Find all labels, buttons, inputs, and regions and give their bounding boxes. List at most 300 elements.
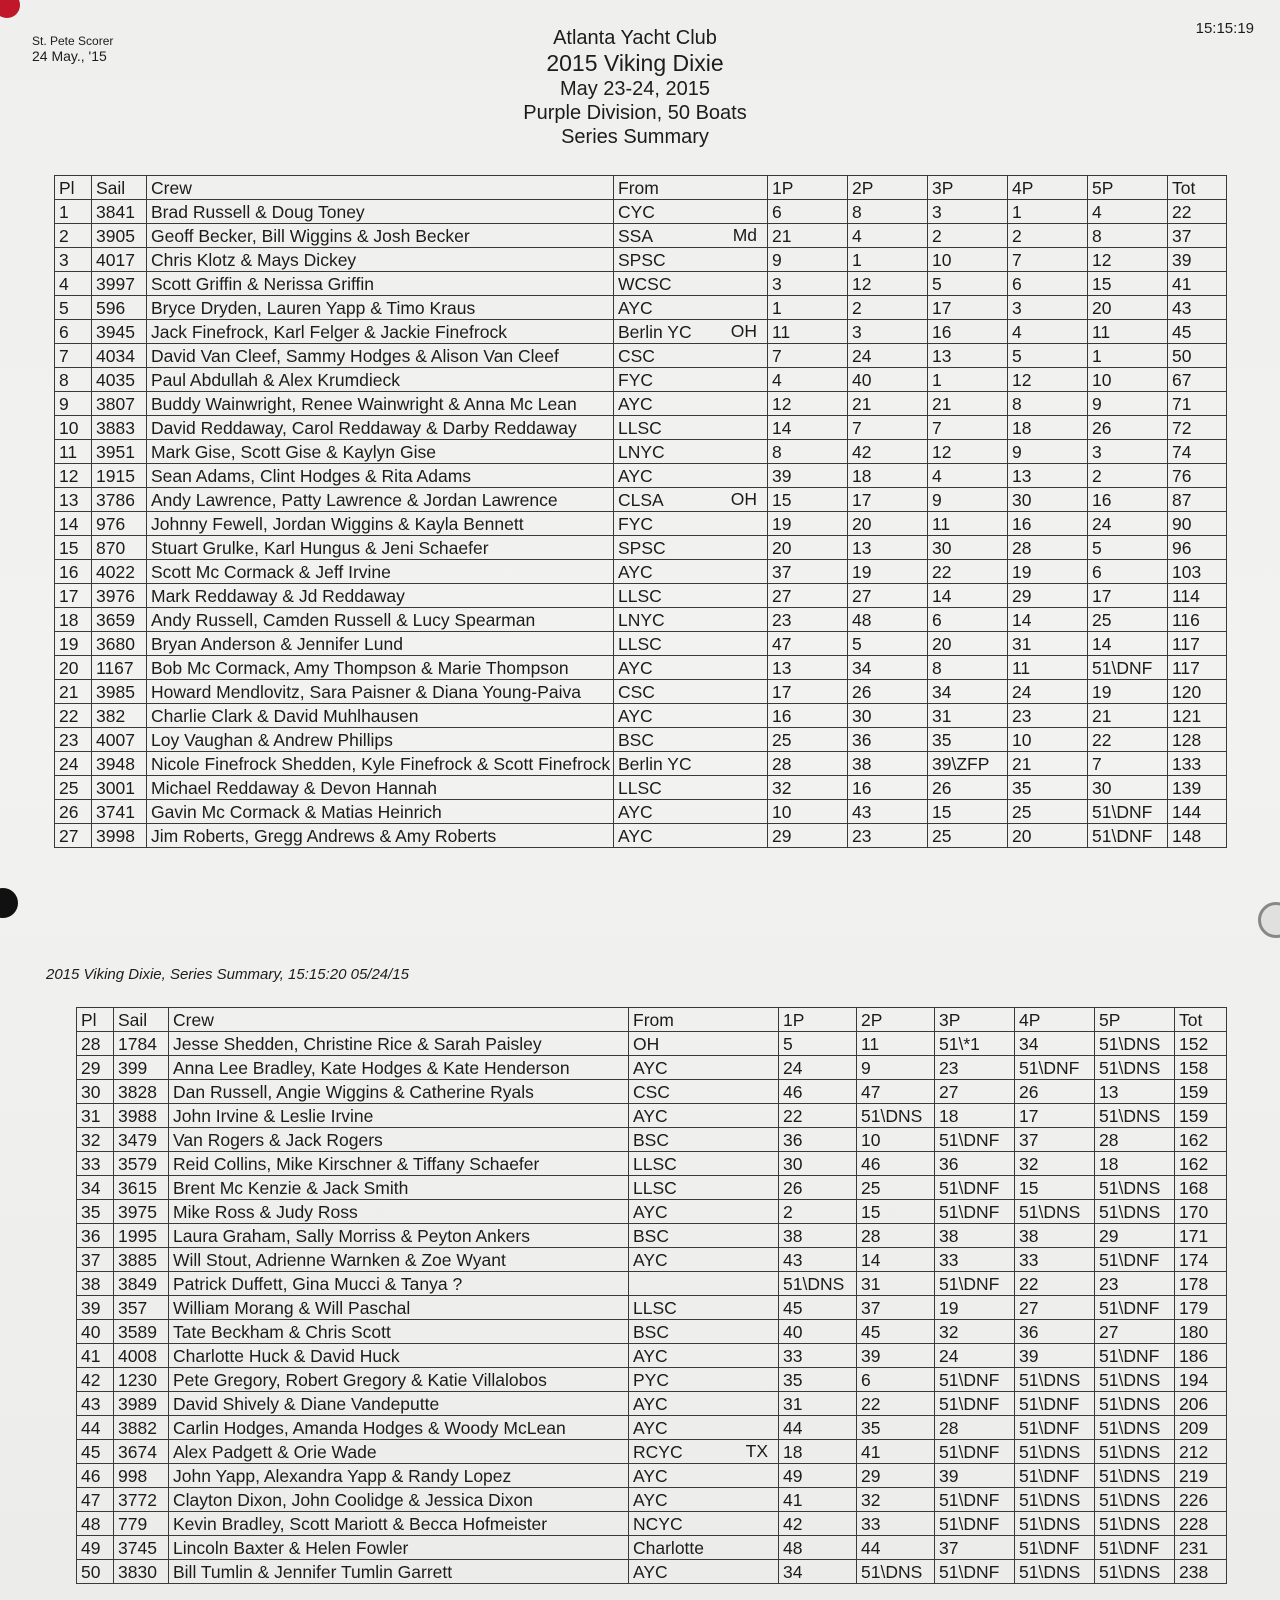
race2-cell: 51\DNS bbox=[857, 1560, 935, 1584]
race3-cell: 22 bbox=[928, 560, 1008, 584]
from-club: AYC bbox=[633, 1393, 668, 1414]
table-row bbox=[55, 368, 1227, 392]
sail-cell: 976 bbox=[92, 512, 147, 536]
from-club: PYC bbox=[633, 1369, 669, 1390]
race3-cell: 4 bbox=[928, 464, 1008, 488]
sail-cell: 3772 bbox=[114, 1488, 169, 1512]
from-cell bbox=[629, 1368, 779, 1392]
race4-cell: 51\DNS bbox=[1015, 1368, 1095, 1392]
race1-cell: 37 bbox=[768, 560, 848, 584]
race1-cell: 51\DNS bbox=[779, 1272, 857, 1296]
division-label: Purple Division, 50 Boats bbox=[523, 102, 747, 124]
place-cell: 42 bbox=[77, 1368, 114, 1392]
race1-cell: 45 bbox=[779, 1296, 857, 1320]
race1-cell: 9 bbox=[768, 248, 848, 272]
race4-cell: 51\DNS bbox=[1015, 1560, 1095, 1584]
place-cell: 28 bbox=[77, 1032, 114, 1056]
race5-cell: 51\DNS bbox=[1095, 1176, 1175, 1200]
crew-cell: Nicole Finefrock Shedden, Kyle Finefrock & Scott Finefrock bbox=[147, 752, 614, 776]
sail-cell: 3885 bbox=[114, 1248, 169, 1272]
crew-cell: Jesse Shedden, Christine Rice & Sarah Paisley bbox=[169, 1032, 629, 1056]
race1-cell: 2 bbox=[779, 1200, 857, 1224]
crew-cell: Paul Abdullah & Alex Krumdieck bbox=[147, 368, 614, 392]
place-cell: 31 bbox=[77, 1104, 114, 1128]
race3-cell: 33 bbox=[935, 1248, 1015, 1272]
place-cell: 5 bbox=[55, 296, 92, 320]
race2-cell: 2 bbox=[848, 296, 928, 320]
sail-cell: 998 bbox=[114, 1464, 169, 1488]
from-cell bbox=[614, 200, 768, 224]
from-cell bbox=[614, 656, 768, 680]
race5-cell: 51\DNS bbox=[1095, 1032, 1175, 1056]
table-row bbox=[77, 1344, 1227, 1368]
race1-cell: 17 bbox=[768, 680, 848, 704]
race5-cell: 51\DNS bbox=[1095, 1440, 1175, 1464]
crew-cell: David Reddaway, Carol Reddaway & Darby Reddaway bbox=[147, 416, 614, 440]
table-row bbox=[55, 200, 1227, 224]
race1-cell: 11 bbox=[768, 320, 848, 344]
total-cell: 206 bbox=[1175, 1392, 1227, 1416]
from-club: SPSC bbox=[618, 537, 666, 558]
place-cell: 43 bbox=[77, 1392, 114, 1416]
race3-cell: 28 bbox=[935, 1416, 1015, 1440]
race5-cell: 19 bbox=[1088, 680, 1168, 704]
crew-cell: Kevin Bradley, Scott Mariott & Becca Hofmeister bbox=[169, 1512, 629, 1536]
race1-cell: 35 bbox=[779, 1368, 857, 1392]
from-cell bbox=[614, 704, 768, 728]
table-row bbox=[77, 1392, 1227, 1416]
crew-cell: William Morang & Will Paschal bbox=[169, 1296, 629, 1320]
from-state: OH bbox=[730, 321, 757, 341]
total-cell: 114 bbox=[1168, 584, 1227, 608]
race5-cell: 51\DNS bbox=[1095, 1560, 1175, 1584]
sail-cell: 3828 bbox=[114, 1080, 169, 1104]
race2-cell: 9 bbox=[857, 1056, 935, 1080]
from-cell bbox=[614, 296, 768, 320]
total-cell: 139 bbox=[1168, 776, 1227, 800]
race3-cell: 39\ZFP bbox=[928, 752, 1008, 776]
from-cell bbox=[614, 464, 768, 488]
table-row bbox=[77, 1104, 1227, 1128]
table-row bbox=[55, 224, 1227, 248]
race3-cell: 7 bbox=[928, 416, 1008, 440]
total-cell: 74 bbox=[1168, 440, 1227, 464]
sail-cell: 357 bbox=[114, 1296, 169, 1320]
race3-cell: 37 bbox=[935, 1536, 1015, 1560]
from-cell bbox=[614, 488, 768, 512]
race4-cell: 31 bbox=[1008, 632, 1088, 656]
race1-col-header: 1P bbox=[779, 1008, 857, 1032]
race4-cell: 32 bbox=[1015, 1152, 1095, 1176]
metal-pushpin bbox=[1258, 902, 1280, 938]
place-cell: 8 bbox=[55, 368, 92, 392]
from-cell bbox=[629, 1056, 779, 1080]
race5-cell: 13 bbox=[1095, 1080, 1175, 1104]
from-cell bbox=[614, 728, 768, 752]
race2-cell: 42 bbox=[848, 440, 928, 464]
race5-cell: 1 bbox=[1088, 344, 1168, 368]
race1-cell: 33 bbox=[779, 1344, 857, 1368]
place-cell: 36 bbox=[77, 1224, 114, 1248]
from-cell bbox=[629, 1176, 779, 1200]
race1-cell: 19 bbox=[768, 512, 848, 536]
from-club: LNYC bbox=[618, 441, 665, 462]
race2-cell: 40 bbox=[848, 368, 928, 392]
place-cell: 35 bbox=[77, 1200, 114, 1224]
race3-cell: 51\DNF bbox=[935, 1272, 1015, 1296]
sail-cell: 3998 bbox=[92, 824, 147, 848]
crew-cell: Carlin Hodges, Amanda Hodges & Woody McLean bbox=[169, 1416, 629, 1440]
table-row bbox=[55, 512, 1227, 536]
crew-cell: John Yapp, Alexandra Yapp & Randy Lopez bbox=[169, 1464, 629, 1488]
total-cell: 39 bbox=[1168, 248, 1227, 272]
race3-cell: 11 bbox=[928, 512, 1008, 536]
race2-cell: 3 bbox=[848, 320, 928, 344]
sail-cell: 3786 bbox=[92, 488, 147, 512]
race5-cell: 51\DNS bbox=[1095, 1200, 1175, 1224]
place-cell: 47 bbox=[77, 1488, 114, 1512]
crew-cell: Andy Lawrence, Patty Lawrence & Jordan Lawrence bbox=[147, 488, 614, 512]
race5-cell: 25 bbox=[1088, 608, 1168, 632]
from-club: CSC bbox=[618, 681, 655, 702]
race1-cell: 18 bbox=[779, 1440, 857, 1464]
from-cell bbox=[614, 608, 768, 632]
race4-cell: 17 bbox=[1015, 1104, 1095, 1128]
place-cell: 21 bbox=[55, 680, 92, 704]
from-state: Md bbox=[732, 225, 757, 245]
race3-cell: 27 bbox=[935, 1080, 1015, 1104]
sail-cell: 3985 bbox=[92, 680, 147, 704]
place-cell: 22 bbox=[55, 704, 92, 728]
total-cell: 186 bbox=[1175, 1344, 1227, 1368]
table-row bbox=[55, 392, 1227, 416]
race2-cell: 31 bbox=[857, 1272, 935, 1296]
table-row bbox=[77, 1536, 1227, 1560]
total-col-header: Tot bbox=[1168, 176, 1227, 200]
table-row bbox=[55, 800, 1227, 824]
race4-cell: 5 bbox=[1008, 344, 1088, 368]
sail-cell: 3905 bbox=[92, 224, 147, 248]
crew-cell: Alex Padgett & Orie Wade bbox=[169, 1440, 629, 1464]
race1-cell: 47 bbox=[768, 632, 848, 656]
crew-cell: Mark Gise, Scott Gise & Kaylyn Gise bbox=[147, 440, 614, 464]
race3-cell: 51\DNF bbox=[935, 1200, 1015, 1224]
race5-cell: 9 bbox=[1088, 392, 1168, 416]
total-cell: 22 bbox=[1168, 200, 1227, 224]
total-cell: 144 bbox=[1168, 800, 1227, 824]
race2-cell: 4 bbox=[848, 224, 928, 248]
sail-cell: 3989 bbox=[114, 1392, 169, 1416]
race5-cell: 51\DNS bbox=[1095, 1464, 1175, 1488]
total-cell: 178 bbox=[1175, 1272, 1227, 1296]
from-club: LLSC bbox=[633, 1153, 677, 1174]
total-cell: 168 bbox=[1175, 1176, 1227, 1200]
sail-cell: 3680 bbox=[92, 632, 147, 656]
from-cell bbox=[614, 272, 768, 296]
race2-cell: 8 bbox=[848, 200, 928, 224]
table-row bbox=[55, 416, 1227, 440]
from-col-header: From bbox=[614, 176, 768, 200]
total-cell: 238 bbox=[1175, 1560, 1227, 1584]
race4-cell: 51\DNS bbox=[1015, 1488, 1095, 1512]
table-row bbox=[55, 560, 1227, 584]
crew-cell: Clayton Dixon, John Coolidge & Jessica Dixon bbox=[169, 1488, 629, 1512]
sail-cell: 4022 bbox=[92, 560, 147, 584]
race4-cell: 51\DNS bbox=[1015, 1200, 1095, 1224]
race4-cell: 37 bbox=[1015, 1128, 1095, 1152]
total-cell: 72 bbox=[1168, 416, 1227, 440]
race1-col-header: 1P bbox=[768, 176, 848, 200]
sail-cell: 4035 bbox=[92, 368, 147, 392]
page-2-caption: 2015 Viking Dixie, Series Summary, 15:15:20 05/24/15 bbox=[46, 966, 409, 983]
race4-cell: 51\DNF bbox=[1015, 1056, 1095, 1080]
from-cell bbox=[629, 1560, 779, 1584]
race1-cell: 49 bbox=[779, 1464, 857, 1488]
sail-cell: 3807 bbox=[92, 392, 147, 416]
total-cell: 116 bbox=[1168, 608, 1227, 632]
race2-cell: 46 bbox=[857, 1152, 935, 1176]
race5-cell: 51\DNF bbox=[1095, 1248, 1175, 1272]
race3-col-header: 3P bbox=[928, 176, 1008, 200]
crew-cell: Pete Gregory, Robert Gregory & Katie Villalobos bbox=[169, 1368, 629, 1392]
race2-cell: 32 bbox=[857, 1488, 935, 1512]
total-cell: 87 bbox=[1168, 488, 1227, 512]
sail-cell: 3659 bbox=[92, 608, 147, 632]
race3-cell: 51\DNF bbox=[935, 1176, 1015, 1200]
place-cell: 24 bbox=[55, 752, 92, 776]
race5-cell: 5 bbox=[1088, 536, 1168, 560]
race5-cell: 51\DNF bbox=[1088, 800, 1168, 824]
from-club: AYC bbox=[633, 1201, 668, 1222]
from-club: AYC bbox=[633, 1561, 668, 1582]
event-dates: May 23-24, 2015 bbox=[559, 78, 711, 100]
race4-cell: 7 bbox=[1008, 248, 1088, 272]
table-row bbox=[55, 704, 1227, 728]
place-cell: 44 bbox=[77, 1416, 114, 1440]
race2-cell: 35 bbox=[857, 1416, 935, 1440]
from-cell bbox=[629, 1272, 779, 1296]
sail-cell: 3589 bbox=[114, 1320, 169, 1344]
sail-cell: 3976 bbox=[92, 584, 147, 608]
place-cell: 1 bbox=[55, 200, 92, 224]
summary-label: Series Summary bbox=[561, 126, 709, 148]
race3-cell: 23 bbox=[935, 1056, 1015, 1080]
from-club: AYC bbox=[633, 1417, 668, 1438]
table-row bbox=[77, 1296, 1227, 1320]
total-cell: 180 bbox=[1175, 1320, 1227, 1344]
race4-cell: 51\DNF bbox=[1015, 1464, 1095, 1488]
from-club: RCYC bbox=[633, 1441, 683, 1462]
race3-cell: 51\DNF bbox=[935, 1128, 1015, 1152]
race1-cell: 14 bbox=[768, 416, 848, 440]
place-cell: 19 bbox=[55, 632, 92, 656]
race3-cell: 34 bbox=[928, 680, 1008, 704]
table-row bbox=[77, 1320, 1227, 1344]
race5-cell: 2 bbox=[1088, 464, 1168, 488]
from-cell bbox=[629, 1392, 779, 1416]
total-cell: 148 bbox=[1168, 824, 1227, 848]
sail-col-header: Sail bbox=[114, 1008, 169, 1032]
table-row bbox=[77, 1368, 1227, 1392]
race2-cell: 51\DNS bbox=[857, 1104, 935, 1128]
scorer-name: St. Pete Scorer bbox=[32, 34, 114, 48]
sail-cell: 4034 bbox=[92, 344, 147, 368]
from-club: SPSC bbox=[618, 249, 666, 270]
from-club: FYC bbox=[618, 369, 653, 390]
total-cell: 103 bbox=[1168, 560, 1227, 584]
race1-cell: 30 bbox=[779, 1152, 857, 1176]
race1-cell: 39 bbox=[768, 464, 848, 488]
sail-cell: 3830 bbox=[114, 1560, 169, 1584]
race5-cell: 18 bbox=[1095, 1152, 1175, 1176]
pl-col-header: Pl bbox=[55, 176, 92, 200]
race3-cell: 51\DNF bbox=[935, 1560, 1015, 1584]
race2-cell: 26 bbox=[848, 680, 928, 704]
race2-cell: 21 bbox=[848, 392, 928, 416]
total-cell: 120 bbox=[1168, 680, 1227, 704]
race2-cell: 25 bbox=[857, 1176, 935, 1200]
from-cell bbox=[629, 1464, 779, 1488]
race4-col-header: 4P bbox=[1008, 176, 1088, 200]
race5-cell: 51\DNS bbox=[1095, 1104, 1175, 1128]
place-cell: 27 bbox=[55, 824, 92, 848]
sail-cell: 3849 bbox=[114, 1272, 169, 1296]
table-row bbox=[77, 1200, 1227, 1224]
place-cell: 10 bbox=[55, 416, 92, 440]
race3-cell: 35 bbox=[928, 728, 1008, 752]
results-table-page-2 bbox=[76, 1007, 1227, 1584]
race2-cell: 15 bbox=[857, 1200, 935, 1224]
race5-cell: 51\DNS bbox=[1095, 1512, 1175, 1536]
race5-cell: 51\DNF bbox=[1088, 824, 1168, 848]
crew-cell: Stuart Grulke, Karl Hungus & Jeni Schaefer bbox=[147, 536, 614, 560]
race2-cell: 16 bbox=[848, 776, 928, 800]
from-club: CSC bbox=[618, 345, 655, 366]
total-cell: 174 bbox=[1175, 1248, 1227, 1272]
table-row bbox=[77, 1272, 1227, 1296]
place-cell: 18 bbox=[55, 608, 92, 632]
crew-cell: Jim Roberts, Gregg Andrews & Amy Roberts bbox=[147, 824, 614, 848]
total-cell: 231 bbox=[1175, 1536, 1227, 1560]
race1-cell: 21 bbox=[768, 224, 848, 248]
table-row bbox=[77, 1440, 1227, 1464]
from-club: AYC bbox=[633, 1465, 668, 1486]
race4-cell: 28 bbox=[1008, 536, 1088, 560]
from-cell bbox=[614, 560, 768, 584]
race1-cell: 26 bbox=[779, 1176, 857, 1200]
table-row bbox=[55, 776, 1227, 800]
table-row bbox=[55, 488, 1227, 512]
crew-cell: Brad Russell & Doug Toney bbox=[147, 200, 614, 224]
race4-cell: 51\DNF bbox=[1015, 1536, 1095, 1560]
table-row bbox=[55, 680, 1227, 704]
race2-cell: 34 bbox=[848, 656, 928, 680]
from-cell bbox=[614, 224, 768, 248]
race5-cell: 51\DNF bbox=[1088, 656, 1168, 680]
place-cell: 23 bbox=[55, 728, 92, 752]
table-row bbox=[55, 536, 1227, 560]
from-club: WCSC bbox=[618, 273, 672, 294]
race2-cell: 44 bbox=[857, 1536, 935, 1560]
pl-col-header: Pl bbox=[77, 1008, 114, 1032]
sail-cell: 3951 bbox=[92, 440, 147, 464]
race2-cell: 43 bbox=[848, 800, 928, 824]
results-body bbox=[55, 200, 1227, 848]
total-cell: 226 bbox=[1175, 1488, 1227, 1512]
race3-cell: 38 bbox=[935, 1224, 1015, 1248]
place-cell: 7 bbox=[55, 344, 92, 368]
race1-cell: 6 bbox=[768, 200, 848, 224]
from-cell bbox=[629, 1344, 779, 1368]
sail-cell: 3988 bbox=[114, 1104, 169, 1128]
total-cell: 162 bbox=[1175, 1128, 1227, 1152]
race1-cell: 46 bbox=[779, 1080, 857, 1104]
sail-cell: 3001 bbox=[92, 776, 147, 800]
race1-cell: 27 bbox=[768, 584, 848, 608]
race2-cell: 41 bbox=[857, 1440, 935, 1464]
race2-cell: 14 bbox=[857, 1248, 935, 1272]
from-cell bbox=[629, 1512, 779, 1536]
crew-cell: Will Stout, Adrienne Warnken & Zoe Wyant bbox=[169, 1248, 629, 1272]
table-row bbox=[77, 1128, 1227, 1152]
race3-cell: 12 bbox=[928, 440, 1008, 464]
race2-col-header: 2P bbox=[857, 1008, 935, 1032]
total-cell: 43 bbox=[1168, 296, 1227, 320]
race2-cell: 12 bbox=[848, 272, 928, 296]
crew-cell: Tate Beckham & Chris Scott bbox=[169, 1320, 629, 1344]
total-cell: 179 bbox=[1175, 1296, 1227, 1320]
race2-cell: 20 bbox=[848, 512, 928, 536]
table-row bbox=[77, 1152, 1227, 1176]
sail-cell: 4017 bbox=[92, 248, 147, 272]
place-cell: 25 bbox=[55, 776, 92, 800]
race3-cell: 5 bbox=[928, 272, 1008, 296]
place-cell: 3 bbox=[55, 248, 92, 272]
crew-cell: Van Rogers & Jack Rogers bbox=[169, 1128, 629, 1152]
race3-cell: 51\DNF bbox=[935, 1512, 1015, 1536]
place-cell: 39 bbox=[77, 1296, 114, 1320]
race1-cell: 4 bbox=[768, 368, 848, 392]
crew-col-header: Crew bbox=[147, 176, 614, 200]
crew-cell: John Irvine & Leslie Irvine bbox=[169, 1104, 629, 1128]
race2-cell: 10 bbox=[857, 1128, 935, 1152]
from-club: BSC bbox=[618, 729, 654, 750]
race3-cell: 2 bbox=[928, 224, 1008, 248]
race3-cell: 51\DNF bbox=[935, 1392, 1015, 1416]
race2-cell: 39 bbox=[857, 1344, 935, 1368]
from-cell bbox=[629, 1104, 779, 1128]
from-club: Berlin YC bbox=[618, 753, 692, 774]
from-cell bbox=[614, 368, 768, 392]
race3-cell: 17 bbox=[928, 296, 1008, 320]
crew-cell: David Van Cleef, Sammy Hodges & Alison Van Cleef bbox=[147, 344, 614, 368]
race4-col-header: 4P bbox=[1015, 1008, 1095, 1032]
total-cell: 37 bbox=[1168, 224, 1227, 248]
race1-cell: 22 bbox=[779, 1104, 857, 1128]
from-club: AYC bbox=[618, 825, 653, 846]
race3-cell: 30 bbox=[928, 536, 1008, 560]
race5-cell: 51\DNS bbox=[1095, 1056, 1175, 1080]
table-row bbox=[55, 344, 1227, 368]
from-club: AYC bbox=[618, 297, 653, 318]
crew-cell: Lincoln Baxter & Helen Fowler bbox=[169, 1536, 629, 1560]
race4-cell: 8 bbox=[1008, 392, 1088, 416]
total-cell: 128 bbox=[1168, 728, 1227, 752]
race4-cell: 11 bbox=[1008, 656, 1088, 680]
race5-cell: 26 bbox=[1088, 416, 1168, 440]
race2-cell: 48 bbox=[848, 608, 928, 632]
race4-cell: 35 bbox=[1008, 776, 1088, 800]
